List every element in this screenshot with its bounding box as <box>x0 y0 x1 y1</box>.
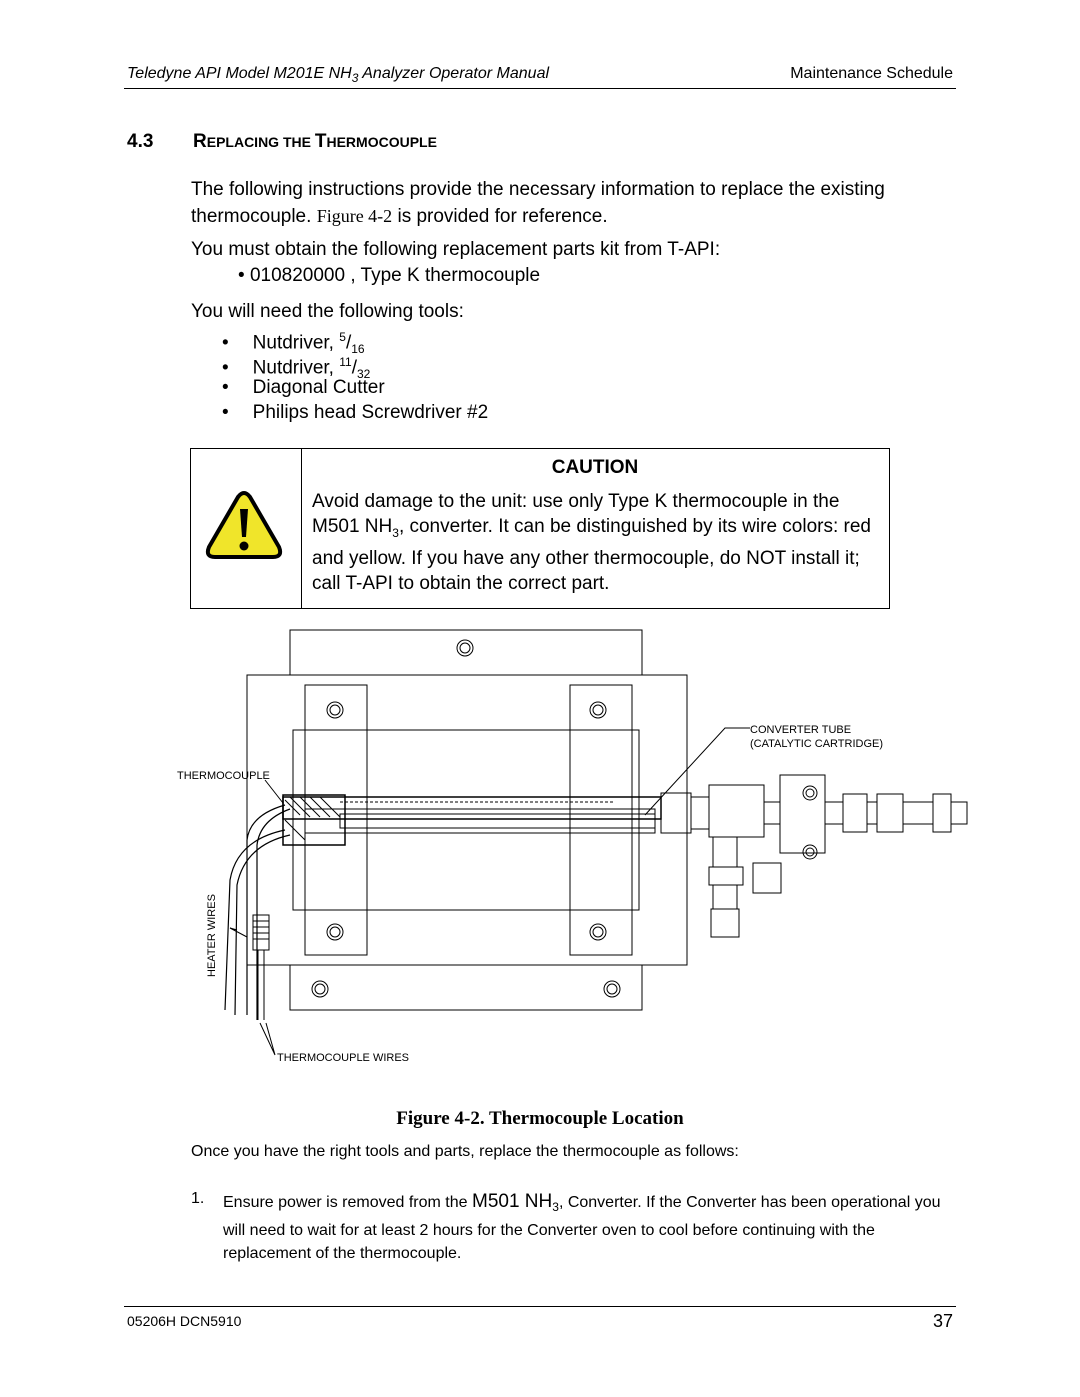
footer-doc-id: 05206H DCN5910 <box>127 1313 242 1329</box>
tools-list-item: • Nutdriver, $^5/_{16}$ <box>222 330 365 357</box>
main-body <box>247 675 687 965</box>
warning-triangle-icon <box>205 491 283 561</box>
tube-inner <box>305 809 655 833</box>
right-clamp <box>570 685 632 955</box>
parts-list-item: • 010820000 , Type K thermocouple <box>238 265 541 286</box>
tools-list-item: • Nutdriver, $^{11}/_{32}$ <box>222 355 371 382</box>
section-number: 4.3 <box>127 131 154 152</box>
footer-rule <box>124 1306 956 1307</box>
header-rule <box>124 88 956 89</box>
caution-text: Avoid damage to the unit: use only Type K thermocouple in the M501 $NH_3$, converter. It can be distinguished by its wire colors: red and yellow. If you have any other thermocouple, do NOT install it; call T-API to obtain the correct part. <box>312 491 871 594</box>
label-thermocouple-wires: THERMOCOUPLE WIRES <box>277 1052 410 1064</box>
parts-lead: You must obtain the following replacement parts kit from T-API: <box>191 239 721 260</box>
intro-paragraph: The following instructions provide the necessary information to replace the existing thermocouple. Figure 4-2 is provided for reference. <box>191 179 885 227</box>
left-clamp <box>305 685 367 955</box>
running-header-title: Teledyne API Model M201E $NH_3$ Analyzer Operator Manual <box>127 65 550 86</box>
caution-title: CAUTION <box>551 457 639 478</box>
tools-list-item: • Diagonal Cutter <box>222 377 385 398</box>
bottom-plate <box>290 965 642 1010</box>
procedure-intro: Once you have the right tools and parts, replace the thermocouple as follows: <box>191 1143 739 1160</box>
caution-box <box>190 448 890 609</box>
figure-reference: Figure 4-2 <box>316 206 393 226</box>
bullet-icon: • <box>222 402 229 423</box>
label-catalytic-cartridge: (CATALYTIC CARTRIDGE) <box>750 738 884 750</box>
step-number: 1. <box>191 1190 205 1207</box>
figure-caption: Figure 4-2. Thermocouple Location <box>396 1108 684 1129</box>
tools-lead: You will need the following tools: <box>191 301 464 322</box>
running-header-section: Maintenance Schedule <box>790 65 953 82</box>
step-text: Ensure power is removed from the M501 $NH_3$, Converter. If the Converter has been operational you will need to wait for at least 2 hours for the Converter oven to cool before continuing with the replacement of the thermocouple. <box>223 1191 941 1263</box>
label-thermocouple: THERMOCOUPLE <box>177 770 270 782</box>
label-heater-wires: HEATER WIRES <box>206 894 218 977</box>
page-number: 37 <box>932 1311 953 1331</box>
cartridge <box>340 814 655 828</box>
bullet-icon: • <box>238 265 245 286</box>
thermocouple-location-diagram <box>165 625 985 1070</box>
bullet-icon: • <box>222 377 229 398</box>
bullet-icon: • <box>222 357 229 379</box>
label-converter-tube: CONVERTER TUBE <box>750 724 852 736</box>
section-heading: 4.3 REPLACING THE THERMOCOUPLE <box>127 131 437 152</box>
tools-list-item: • Philips head Screwdriver #2 <box>222 402 489 423</box>
bullet-icon: • <box>222 332 229 354</box>
